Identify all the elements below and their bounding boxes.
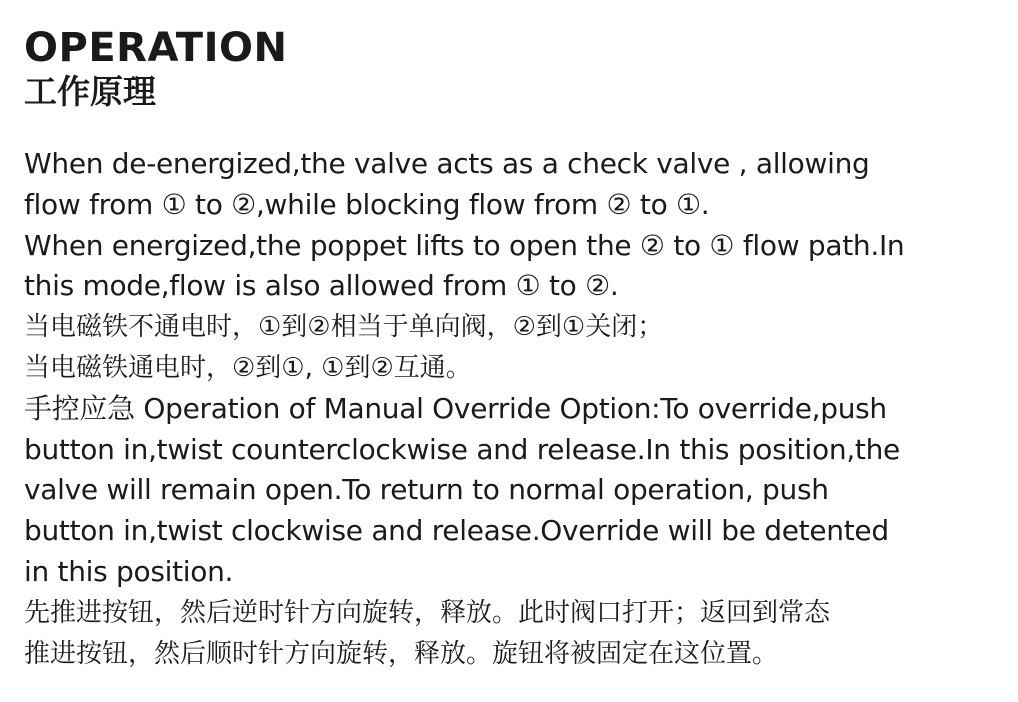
text-line-4: this mode,flow is also allowed from ① to ②.	[24, 269, 619, 303]
text-line-12: 先推进按钮，然后逆时针方向旋转，释放。此时阀口打开；返回到常态	[24, 597, 831, 628]
text-line-3: When energized,the poppet lifts to open the ② to ① flow path.In	[24, 228, 905, 262]
text-line-1: When de-energized,the valve acts as a check valve , allowing	[24, 147, 870, 180]
text-line-13: 推进按钮，然后顺时针方向旋转，释放。旋钮将被固定在这位置。	[24, 638, 779, 669]
text-line-2: flow from ① to ②,while blocking flow from ② to ①.	[24, 187, 710, 221]
page-title-english: OPERATION	[24, 25, 288, 71]
page-title-chinese: 工作原理	[24, 72, 156, 111]
text-line-8: button in,twist counterclockwise and release.In this position,the	[24, 432, 900, 466]
text-line-9: valve will remain open.To return to normal operation, push	[24, 473, 829, 507]
text-line-6: 当电磁铁通电时，②到①, ①到②互通。	[24, 352, 472, 383]
text-line-11: in this position.	[24, 554, 234, 588]
text-line-5: 当电磁铁不通电时，①到②相当于单向阀，②到①关闭；	[24, 312, 664, 343]
text-line-7: 手控应急 Operation of Manual Override Option:To override,push	[24, 391, 887, 425]
operation-description	[24, 144, 1004, 674]
operation-document	[24, 24, 1004, 674]
text-line-10: button in,twist clockwise and release.Override will be detented	[24, 514, 889, 548]
